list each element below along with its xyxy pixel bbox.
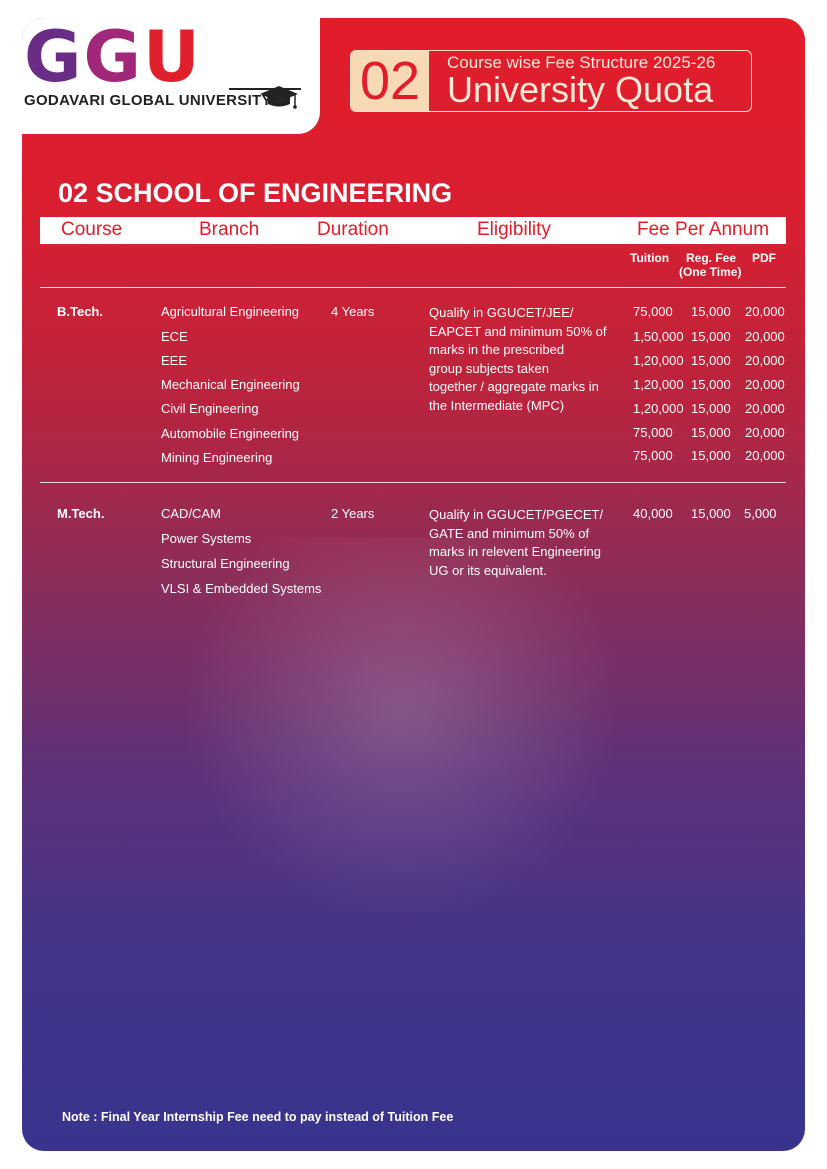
reg-fee-value: 15,000 [691,377,731,392]
reg-fee-value: 15,000 [691,506,731,521]
university-name: GODAVARI GLOBAL UNIVERSITY [24,92,272,109]
branch-name: Agricultural Engineering [161,304,300,319]
branch-name: EEE [161,353,188,368]
branch-name: CAD/CAM [161,506,221,521]
branch-name: VLSI & Embedded Systems [161,581,322,596]
pdf-value: 20,000 [745,353,785,368]
divider [40,482,786,483]
header-course: Course [61,219,123,240]
subheader-reg-fee: Reg. Fee [686,251,737,265]
pdf-value: 20,000 [745,401,785,416]
branch-name: Power Systems [161,531,252,546]
tuition-value: 1,20,000 [633,353,684,368]
pdf-value: 20,000 [745,377,785,392]
eligibility-mtech: Qualify in GGUCET/PGECET/ GATE and minimum 50% of marks in relevent Engineering UG or its equivalent. [429,507,604,578]
subheader-tuition: Tuition [630,251,670,265]
tuition-value: 75,000 [633,425,673,440]
divider [40,287,786,288]
branch-name: Automobile Engineering [161,426,300,441]
pdf-value: 5,000 [744,506,777,521]
reg-fee-value: 15,000 [691,448,731,463]
tuition-value: 75,000 [633,304,673,319]
duration-mtech: 2 Years [331,506,375,521]
branch-name: Structural Engineering [161,556,290,571]
pdf-value: 20,000 [745,329,785,344]
tuition-value: 75,000 [633,448,673,463]
tuition-value: 1,50,000 [633,329,684,344]
pdf-value: 20,000 [745,448,785,463]
section-title: 02 SCHOOL OF ENGINEERING [58,178,453,208]
tuition-value: 1,20,000 [633,377,684,392]
reg-fee-value: 15,000 [691,353,731,368]
footer-note: Note : Final Year Internship Fee need to pay instead of Tuition Fee [62,1110,454,1124]
branch-name: ECE [161,329,188,344]
eligibility-btech: Qualify in GGUCET/JEE/ EAPCET and minimum 50% of marks in the prescribed group subjects taken together / aggregate marks in the Intermediate (MPC) [429,305,607,413]
badge-subtitle: Course wise Fee Structure 2025-26 [447,53,716,72]
university-logo [24,16,284,112]
tuition-value: 1,20,000 [633,401,684,416]
section-number: 02 [351,51,429,111]
branch-name: Civil Engineering [161,401,259,416]
course-mtech: M.Tech. [57,506,105,521]
subheader-reg-fee-note: (One Time) [679,265,742,279]
course-btech: B.Tech. [57,304,103,319]
header-eligibility: Eligibility [477,219,551,240]
duration-btech: 4 Years [331,304,375,319]
branch-name: Mining Engineering [161,450,273,465]
background-machine-photo [142,538,662,958]
reg-fee-value: 15,000 [691,401,731,416]
table-header [40,217,786,244]
branch-name: Mechanical Engineering [161,377,300,392]
pdf-value: 20,000 [745,304,785,319]
subheader-pdf: PDF [752,251,776,265]
pdf-value: 20,000 [745,425,785,440]
badge-title: University Quota [447,69,714,110]
fee-structure-badge [350,50,752,112]
header-branch: Branch [199,219,260,240]
tuition-value: 40,000 [633,506,673,521]
reg-fee-value: 15,000 [691,329,731,344]
reg-fee-value: 15,000 [691,425,731,440]
logo-letters: GGU [24,16,202,98]
reg-fee-value: 15,000 [691,304,731,319]
header-duration: Duration [317,219,389,240]
header-fee: Fee Per Annum [637,219,770,240]
